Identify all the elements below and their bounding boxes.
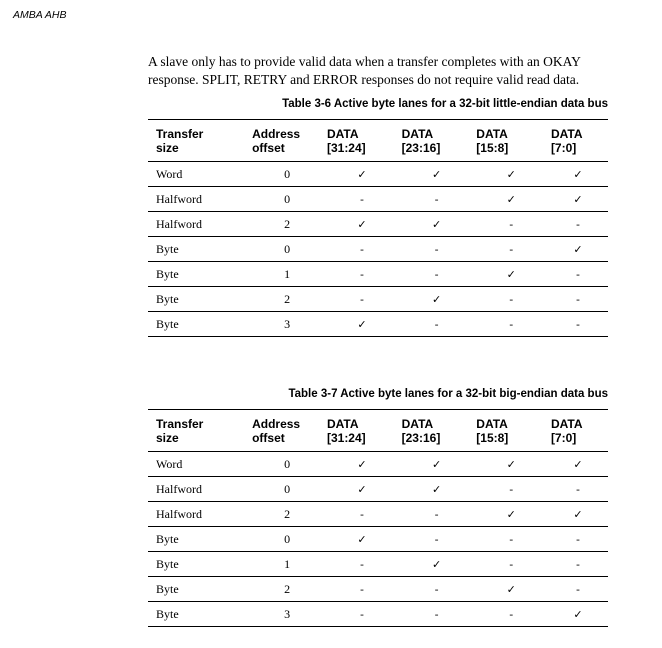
dash-mark: - xyxy=(575,582,580,596)
cell-data-7-0 xyxy=(551,312,608,337)
cell-data-15-8 xyxy=(476,477,551,502)
dash-mark: - xyxy=(359,192,364,206)
cell-data-15-8 xyxy=(476,577,551,602)
dash-mark: - xyxy=(575,557,580,571)
check-mark-icon: ✓ xyxy=(357,317,367,331)
check-mark-icon: ✓ xyxy=(506,192,516,206)
cell-data-31-24 xyxy=(327,502,402,527)
cell-data-23-16 xyxy=(402,187,477,212)
cell-data-31-24 xyxy=(327,312,402,337)
header-line: [7:0] xyxy=(550,431,577,445)
cell-address-offset: 0 xyxy=(250,477,327,502)
cell-data-15-8 xyxy=(476,187,551,212)
check-mark-icon: ✓ xyxy=(357,457,367,471)
header-line: [23:16] xyxy=(401,141,441,155)
dash-mark: - xyxy=(359,607,364,621)
cell-data-7-0 xyxy=(551,502,608,527)
header-line: [23:16] xyxy=(401,431,441,445)
cell-data-31-24 xyxy=(327,262,402,287)
table-row xyxy=(148,577,608,602)
header-line: [31:24] xyxy=(326,431,366,445)
table-row xyxy=(148,502,608,527)
header-data-31-24 xyxy=(327,120,402,162)
check-mark-icon: ✓ xyxy=(573,242,583,256)
table-header-row xyxy=(148,410,608,452)
table-3-7-caption: Table 3-7 Active byte lanes for a 32-bit big-endian data bus xyxy=(288,388,608,400)
header-data-15-8 xyxy=(476,120,551,162)
cell-data-31-24 xyxy=(327,287,402,312)
cell-address-offset: 3 xyxy=(250,602,327,627)
cell-transfer-size: Halfword xyxy=(148,212,250,237)
dash-mark: - xyxy=(509,607,514,621)
cell-data-15-8 xyxy=(476,262,551,287)
cell-data-31-24 xyxy=(327,527,402,552)
check-mark-icon: ✓ xyxy=(357,482,367,496)
table-row xyxy=(148,527,608,552)
cell-data-7-0 xyxy=(551,262,608,287)
header-line: DATA xyxy=(326,417,359,431)
header-data-31-24 xyxy=(327,410,402,452)
cell-data-23-16 xyxy=(402,262,477,287)
cell-transfer-size: Word xyxy=(148,452,250,477)
check-mark-icon: ✓ xyxy=(506,267,516,281)
cell-transfer-size: Word xyxy=(148,162,250,187)
cell-address-offset: 2 xyxy=(250,212,327,237)
check-mark-icon: ✓ xyxy=(357,217,367,231)
dash-mark: - xyxy=(434,317,439,331)
page-header: AMBA AHB xyxy=(13,9,67,21)
dash-mark: - xyxy=(434,242,439,256)
cell-data-15-8 xyxy=(476,287,551,312)
check-mark-icon: ✓ xyxy=(432,457,442,471)
header-data-23-16 xyxy=(402,120,477,162)
check-mark-icon: ✓ xyxy=(506,457,516,471)
dash-mark: - xyxy=(434,582,439,596)
dash-mark: - xyxy=(575,532,580,546)
header-data-7-0 xyxy=(551,410,608,452)
dash-mark: - xyxy=(509,532,514,546)
cell-address-offset: 2 xyxy=(250,287,327,312)
check-mark-icon: ✓ xyxy=(573,192,583,206)
check-mark-icon: ✓ xyxy=(506,167,516,181)
header-transfer-size xyxy=(148,120,250,162)
dash-mark: - xyxy=(575,317,580,331)
cell-data-7-0 xyxy=(551,577,608,602)
cell-data-15-8 xyxy=(476,162,551,187)
dash-mark: - xyxy=(509,317,514,331)
table-row xyxy=(148,287,608,312)
cell-address-offset: 0 xyxy=(250,187,327,212)
table-row xyxy=(148,187,608,212)
cell-data-23-16 xyxy=(402,552,477,577)
table-row xyxy=(148,237,608,262)
table-row xyxy=(148,212,608,237)
cell-address-offset: 0 xyxy=(250,527,327,552)
header-line: offset xyxy=(252,141,285,155)
header-line: DATA xyxy=(476,127,508,141)
cell-transfer-size: Byte xyxy=(148,262,250,287)
cell-data-31-24 xyxy=(327,187,402,212)
cell-address-offset: 1 xyxy=(250,262,327,287)
cell-data-23-16 xyxy=(402,162,477,187)
dash-mark: - xyxy=(359,582,364,596)
header-line: DATA xyxy=(401,417,434,431)
dash-mark: - xyxy=(575,217,580,231)
cell-transfer-size: Byte xyxy=(148,312,250,337)
cell-transfer-size: Halfword xyxy=(148,187,250,212)
header-line: [15:8] xyxy=(476,141,509,155)
paragraph-line-1: A slave only has to provide valid data when a transfer completes with an OKAY xyxy=(148,54,581,69)
cell-data-7-0 xyxy=(551,287,608,312)
cell-data-15-8 xyxy=(476,212,551,237)
header-line: [7:0] xyxy=(550,141,577,155)
dash-mark: - xyxy=(359,507,364,521)
header-line: [15:8] xyxy=(476,431,509,445)
cell-data-31-24 xyxy=(327,452,402,477)
dash-mark: - xyxy=(359,242,364,256)
cell-data-31-24 xyxy=(327,602,402,627)
check-mark-icon: ✓ xyxy=(506,507,516,521)
cell-data-7-0 xyxy=(551,162,608,187)
cell-data-23-16 xyxy=(402,312,477,337)
header-data-23-16 xyxy=(402,410,477,452)
dash-mark: - xyxy=(509,292,514,306)
cell-address-offset: 1 xyxy=(250,552,327,577)
cell-data-23-16 xyxy=(402,287,477,312)
table-3-6-caption: Table 3-6 Active byte lanes for a 32-bit little-endian data bus xyxy=(282,98,608,110)
cell-data-23-16 xyxy=(402,212,477,237)
header-line: DATA xyxy=(550,417,583,431)
cell-transfer-size: Byte xyxy=(148,527,250,552)
paragraph-line-2: response. SPLIT, RETRY and ERROR responses do not require valid read data. xyxy=(148,72,580,87)
header-line: Transfer xyxy=(156,417,204,431)
cell-data-7-0 xyxy=(551,552,608,577)
cell-data-15-8 xyxy=(476,312,551,337)
check-mark-icon: ✓ xyxy=(573,167,583,181)
dash-mark: - xyxy=(575,482,580,496)
check-mark-icon: ✓ xyxy=(357,167,367,181)
cell-address-offset: 0 xyxy=(250,237,327,262)
dash-mark: - xyxy=(509,557,514,571)
cell-address-offset: 2 xyxy=(250,577,327,602)
check-mark-icon: ✓ xyxy=(432,167,442,181)
cell-data-23-16 xyxy=(402,237,477,262)
table-row xyxy=(148,552,608,577)
header-line: size xyxy=(156,141,179,155)
table-row xyxy=(148,477,608,502)
table-row xyxy=(148,452,608,477)
check-mark-icon: ✓ xyxy=(506,582,516,596)
cell-data-31-24 xyxy=(327,552,402,577)
dash-mark: - xyxy=(434,507,439,521)
cell-data-31-24 xyxy=(327,212,402,237)
cell-transfer-size: Halfword xyxy=(148,502,250,527)
cell-transfer-size: Halfword xyxy=(148,477,250,502)
header-line: Address xyxy=(252,127,301,141)
cell-data-31-24 xyxy=(327,577,402,602)
cell-transfer-size: Byte xyxy=(148,287,250,312)
cell-data-15-8 xyxy=(476,602,551,627)
cell-data-23-16 xyxy=(402,477,477,502)
cell-data-7-0 xyxy=(551,477,608,502)
header-line: DATA xyxy=(326,127,359,141)
check-mark-icon: ✓ xyxy=(357,532,367,546)
header-line: Transfer xyxy=(156,127,204,141)
check-mark-icon: ✓ xyxy=(573,457,583,471)
cell-data-31-24 xyxy=(327,477,402,502)
table-row xyxy=(148,162,608,187)
dash-mark: - xyxy=(434,192,439,206)
cell-data-15-8 xyxy=(476,452,551,477)
dash-mark: - xyxy=(359,557,364,571)
dash-mark: - xyxy=(359,267,364,281)
header-data-7-0 xyxy=(551,120,608,162)
cell-data-15-8 xyxy=(476,527,551,552)
header-line: offset xyxy=(252,431,285,445)
check-mark-icon: ✓ xyxy=(432,217,442,231)
cell-data-7-0 xyxy=(551,452,608,477)
header-line: Address xyxy=(252,417,301,431)
cell-data-31-24 xyxy=(327,237,402,262)
table-row xyxy=(148,312,608,337)
cell-transfer-size: Byte xyxy=(148,552,250,577)
dash-mark: - xyxy=(434,607,439,621)
header-data-15-8 xyxy=(476,410,551,452)
dash-mark: - xyxy=(434,267,439,281)
table-3-7-big-endian xyxy=(148,409,608,627)
dash-mark: - xyxy=(359,292,364,306)
check-mark-icon: ✓ xyxy=(432,482,442,496)
cell-data-15-8 xyxy=(476,502,551,527)
dash-mark: - xyxy=(575,267,580,281)
header-line: DATA xyxy=(401,127,434,141)
check-mark-icon: ✓ xyxy=(432,557,442,571)
header-line: [31:24] xyxy=(326,141,366,155)
cell-data-7-0 xyxy=(551,187,608,212)
cell-data-15-8 xyxy=(476,237,551,262)
cell-data-7-0 xyxy=(551,212,608,237)
header-line: size xyxy=(156,431,179,445)
cell-data-23-16 xyxy=(402,502,477,527)
body-paragraph xyxy=(148,53,618,89)
cell-data-7-0 xyxy=(551,602,608,627)
table-row xyxy=(148,262,608,287)
cell-data-7-0 xyxy=(551,527,608,552)
table-header-row xyxy=(148,120,608,162)
header-transfer-size xyxy=(148,410,250,452)
header-line: DATA xyxy=(476,417,508,431)
cell-address-offset: 2 xyxy=(250,502,327,527)
header-address-offset xyxy=(250,410,327,452)
dash-mark: - xyxy=(509,217,514,231)
cell-data-7-0 xyxy=(551,237,608,262)
cell-data-23-16 xyxy=(402,602,477,627)
cell-address-offset: 3 xyxy=(250,312,327,337)
table-3-6-little-endian xyxy=(148,119,608,337)
cell-data-23-16 xyxy=(402,452,477,477)
table-row xyxy=(148,602,608,627)
cell-transfer-size: Byte xyxy=(148,602,250,627)
dash-mark: - xyxy=(575,292,580,306)
dash-mark: - xyxy=(509,242,514,256)
header-line: DATA xyxy=(550,127,583,141)
cell-transfer-size: Byte xyxy=(148,577,250,602)
header-address-offset xyxy=(250,120,327,162)
dash-mark: - xyxy=(434,532,439,546)
cell-data-23-16 xyxy=(402,577,477,602)
check-mark-icon: ✓ xyxy=(573,507,583,521)
cell-data-15-8 xyxy=(476,552,551,577)
dash-mark: - xyxy=(509,482,514,496)
check-mark-icon: ✓ xyxy=(432,292,442,306)
cell-transfer-size: Byte xyxy=(148,237,250,262)
check-mark-icon: ✓ xyxy=(573,607,583,621)
cell-address-offset: 0 xyxy=(250,452,327,477)
cell-data-23-16 xyxy=(402,527,477,552)
cell-data-31-24 xyxy=(327,162,402,187)
cell-address-offset: 0 xyxy=(250,162,327,187)
